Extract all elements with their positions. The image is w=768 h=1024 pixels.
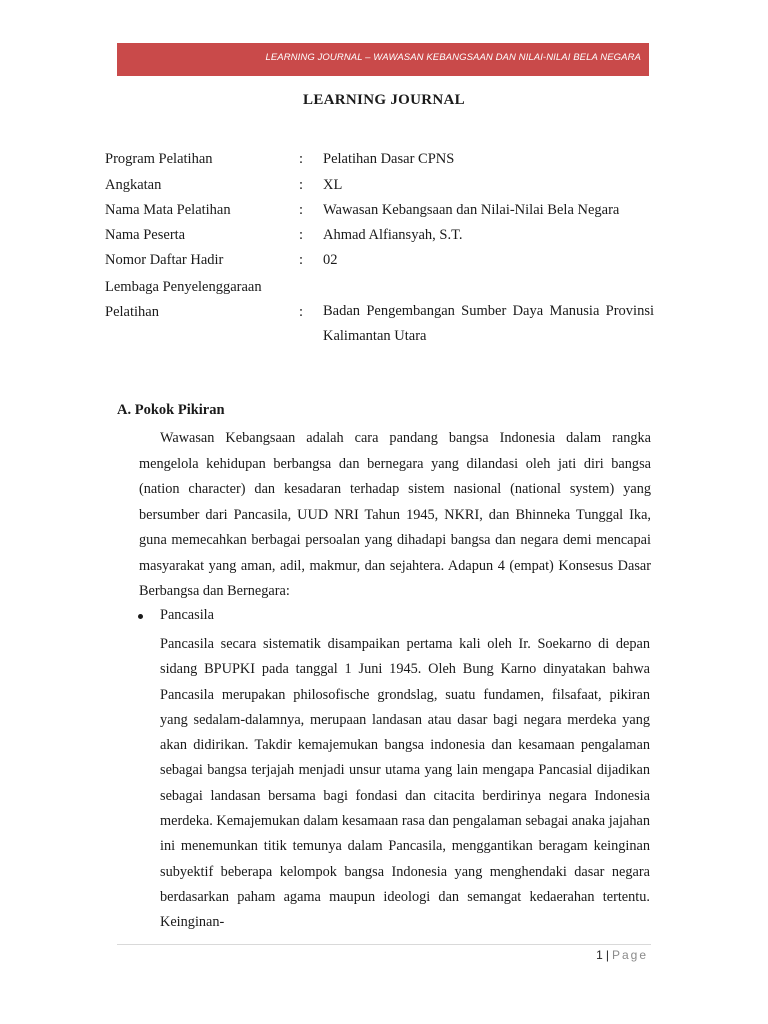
info-value: XL bbox=[323, 177, 343, 193]
info-label: Lembaga Penyelenggaraan bbox=[105, 279, 262, 295]
info-label: Nomor Daftar Hadir bbox=[105, 252, 224, 268]
info-value: Wawasan Kebangsaan dan Nilai-Nilai Bela Negara bbox=[323, 202, 620, 218]
intro-text: Wawasan Kebangsaan adalah cara pandang bangsa Indonesia dalam rangka mengelola kehidupan berbangsa dan bernegara yang dilandasi oleh jati diri bangsa (nation character) dan kesadaran terhadap sistem nasional (national system) yang bersumber dari Pancasila, UUD NRI Tahun 1945, NKRI, dan Bhinneka Tunggal Ika, guna memecahkan berbagai persoalan yang dihadapi bangsa dan negara demi mencapai masyarakat yang aman, adil, makmur, dan sejahtera. Adapun 4 (empat) Konsesus Dasar Berbangsa dan Bernegara: bbox=[139, 430, 651, 599]
bullet-label-pancasila: Pancasila bbox=[160, 607, 214, 623]
document-title: LEARNING JOURNAL bbox=[303, 92, 465, 108]
page-footer bbox=[596, 948, 648, 962]
info-label: Angkatan bbox=[105, 177, 162, 193]
info-value: Ahmad Alfiansyah, S.T. bbox=[323, 227, 463, 243]
info-label: Nama Peserta bbox=[105, 227, 186, 243]
info-colon: : bbox=[299, 304, 304, 320]
info-label: Pelatihan bbox=[105, 304, 159, 320]
info-colon: : bbox=[299, 252, 304, 268]
running-header-title: LEARNING JOURNAL – WAWASAN KEBANGSAAN DAN NILAI-NILAI BELA NEGARA bbox=[265, 52, 641, 63]
intro-paragraph bbox=[139, 426, 651, 605]
info-value: Pelatihan Dasar CPNS bbox=[323, 151, 455, 167]
info-value-lembaga: Badan Pengembangan Sumber Daya Manusia Provinsi Kalimantan Utara bbox=[323, 303, 654, 344]
page-separator: | bbox=[605, 948, 609, 962]
info-label: Nama Mata Pelatihan bbox=[105, 202, 231, 218]
info-colon: : bbox=[299, 177, 304, 193]
info-value: 02 bbox=[323, 252, 338, 268]
page-word: Page bbox=[611, 948, 648, 962]
info-colon: : bbox=[299, 151, 304, 167]
info-colon: : bbox=[299, 227, 304, 243]
info-label: Program Pelatihan bbox=[105, 151, 213, 167]
section-heading-pokok-pikiran: A. Pokok Pikiran bbox=[117, 402, 225, 418]
pancasila-paragraph: Pancasila secara sistematik disampaikan pertama kali oleh Ir. Soekarno di depan sidang BPUPKI pada tanggal 1 Juni 1945. Oleh Bung Karno dinyatakan bahwa Pancasila merupakan philosofische grondslag, suatu fundamen, filsafaat, pikiran yang sedalam-dalamnya, merupaan landasan atau dasar bagi negara merdeka yang akan didirikan. Takdir kemajemukan bangsa indonesia dan kesamaan pengalaman sebagai bangsa terjajah menjadi unsur utama yang lain mengapa Pancasial dijadikan sebagai landasan bersama bagi fondasi dan citacita berdirinya negara Indonesia merdeka. Kemajemukan dalam kesamaan rasa dan pengalaman sebagai anaka jajahan ini menemunkan titik temunya dalam Pancasila, menggantikan beragam keinginan subyektif beberapa kelompok bangsa Indonesia yang menghendaki dasar negara berdasarkan paham agama maupun ideologi dan semangat kedaerahan tertentu. Keinginan- bbox=[160, 636, 650, 931]
info-colon: : bbox=[299, 202, 304, 218]
page-number: 1 bbox=[596, 948, 603, 962]
running-header-bar bbox=[117, 43, 649, 76]
bullet-icon bbox=[138, 614, 143, 619]
footer-divider bbox=[117, 944, 651, 945]
